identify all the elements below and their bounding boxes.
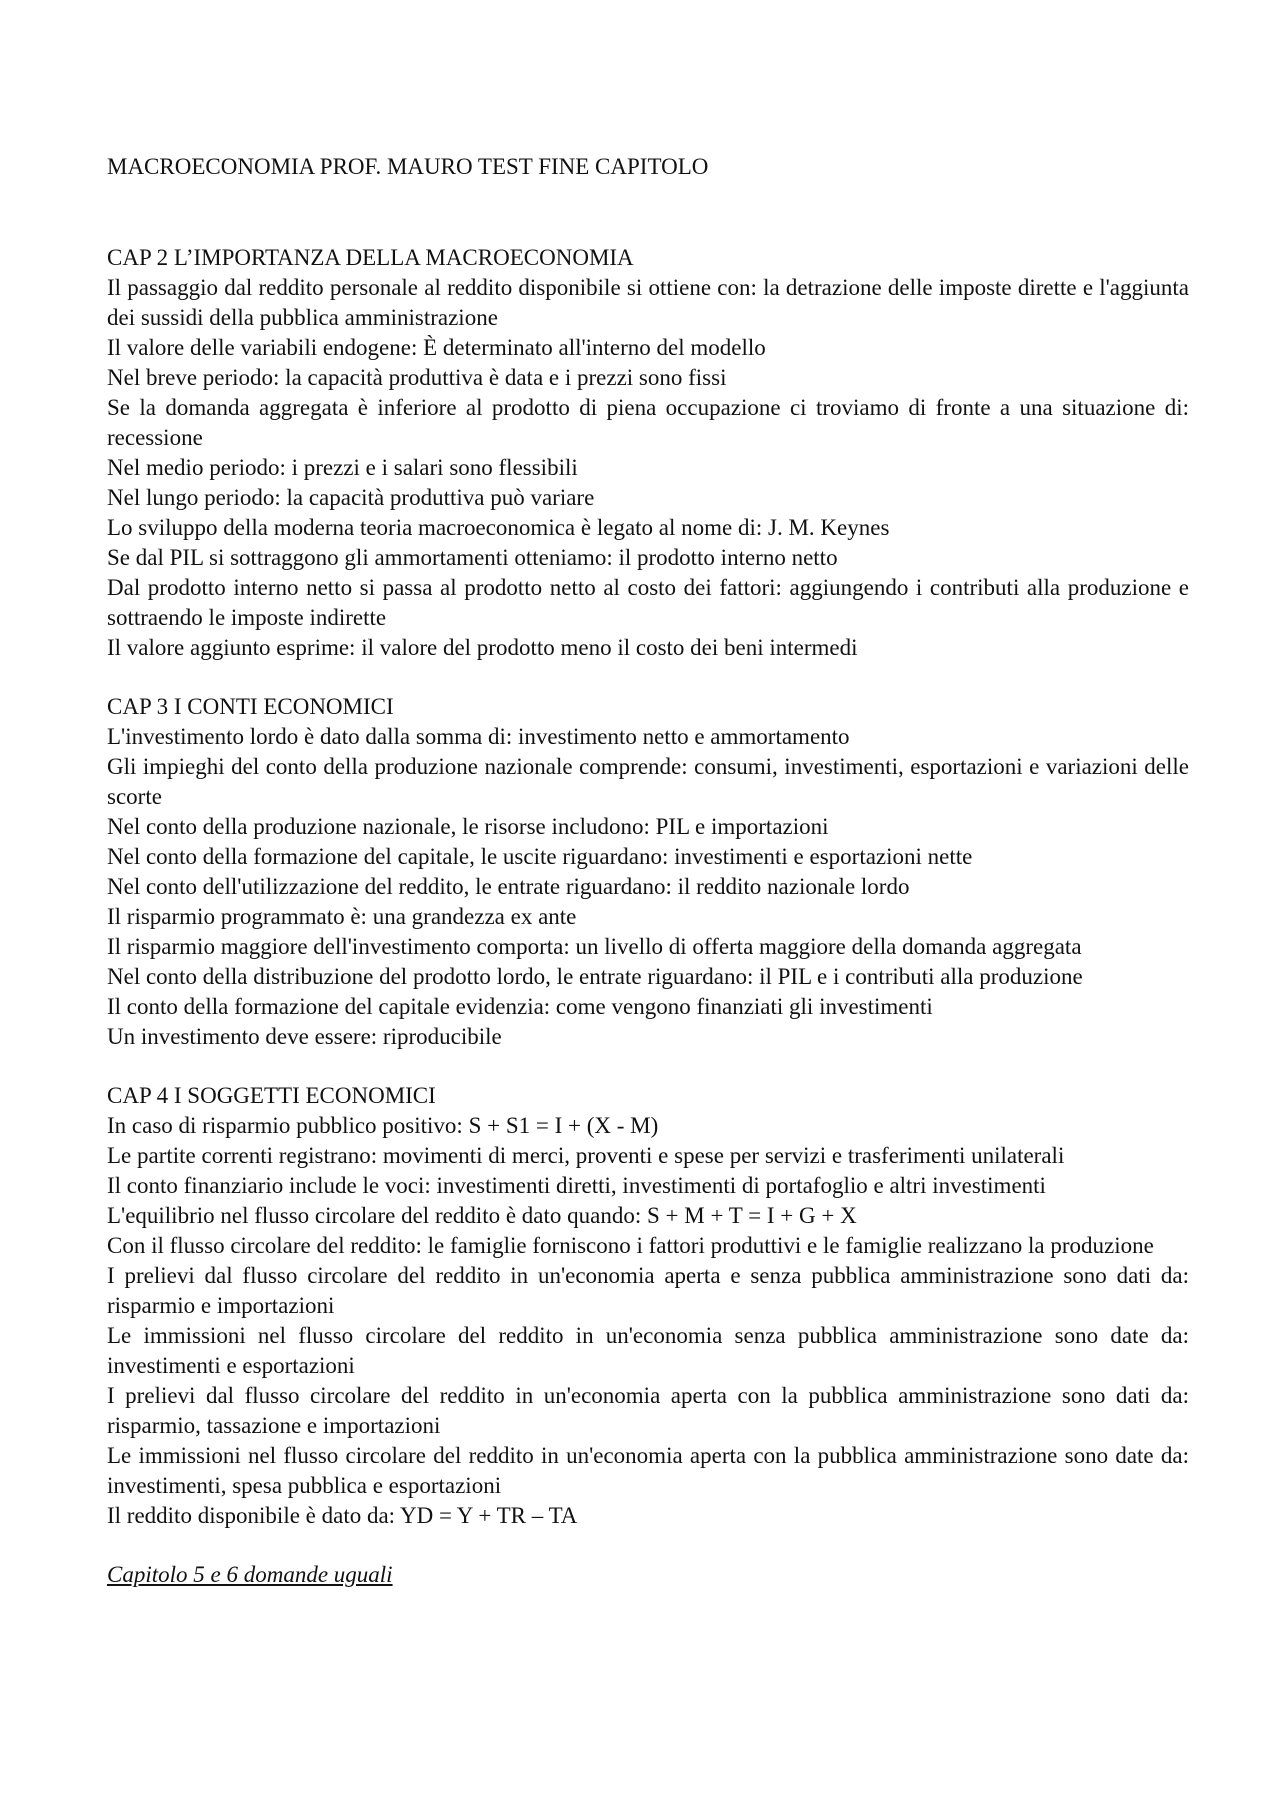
qa-line: Il conto finanziario include le voci: investimenti diretti, investimenti di portafoglio e altri investimenti [107,1173,1046,1198]
section-lines [107,1111,1189,1531]
section-cap-4 [107,1081,1189,1531]
qa-line: Dal prodotto interno netto si passa al prodotto netto al costo dei fattori: aggiungendo i contributi alla produzione e sottraendo le imposte indirette [107,575,1189,630]
qa-line: Le partite correnti registrano: movimenti di merci, proventi e spese per servizi e trasferimenti unilaterali [107,1143,1065,1168]
qa-line: L'investimento lordo è dato dalla somma di: investimento netto e ammortamento [107,724,850,749]
qa-line: Nel breve periodo: la capacità produttiva è data e i prezzi sono fissi [107,365,727,390]
qa-line: Il conto della formazione del capitale evidenzia: come vengono finanziati gli investimenti [107,994,933,1019]
qa-line: Se la domanda aggregata è inferiore al prodotto di piena occupazione ci troviamo di fronte a una situazione di: recessione [107,395,1189,450]
section-heading: CAP 2 L’IMPORTANZA DELLA MACROECONOMIA [107,245,634,270]
qa-line: Con il flusso circolare del reddito: le famiglie forniscono i fattori produttivi e le famiglie realizzano la produzione [107,1233,1154,1258]
qa-line: Il valore delle variabili endogene: È determinato all'interno del modello [107,335,766,360]
qa-line: Il risparmio programmato è: una grandezza ex ante [107,904,577,929]
qa-line: Lo sviluppo della moderna teoria macroeconomica è legato al nome di: J. M. Keynes [107,515,890,540]
section-heading: CAP 3 I CONTI ECONOMICI [107,694,394,719]
qa-line: Le immissioni nel flusso circolare del reddito in un'economia senza pubblica amministrazione sono date da: investimenti e esportazioni [107,1323,1189,1378]
spacer [107,182,1189,243]
qa-line: Nel medio periodo: i prezzi e i salari sono flessibili [107,455,578,480]
qa-line: Gli impieghi del conto della produzione nazionale comprende: consumi, investimenti, esportazioni e variazioni delle scorte [107,754,1189,809]
qa-line: I prelievi dal flusso circolare del reddito in un'economia aperta e senza pubblica amministrazione sono dati da: risparmio e importazioni [107,1263,1189,1318]
section-heading: CAP 4 I SOGGETTI ECONOMICI [107,1083,436,1108]
section-cap-3 [107,692,1189,1052]
qa-line: Il reddito disponibile è dato da: YD = Y + TR – TA [107,1503,578,1528]
qa-line: Un investimento deve essere: riproducibile [107,1024,502,1049]
document-page [107,152,1189,1590]
section-lines [107,722,1189,1052]
qa-line: Il passaggio dal reddito personale al reddito disponibile si ottiene con: la detrazione delle imposte dirette e l'aggiunta dei sussidi della pubblica amministrazione [107,275,1189,330]
qa-line: Il valore aggiunto esprime: il valore del prodotto meno il costo dei beni intermedi [107,635,858,660]
qa-line: Nel conto della formazione del capitale, le uscite riguardano: investimenti e esportazioni nette [107,844,973,869]
qa-line: Nel conto dell'utilizzazione del reddito, le entrate riguardano: il reddito nazionale lordo [107,874,910,899]
qa-line: Nel lungo periodo: la capacità produttiva può variare [107,485,595,510]
qa-line: L'equilibrio nel flusso circolare del reddito è dato quando: S + M + T = I + G + X [107,1203,857,1228]
qa-line: Nel conto della distribuzione del prodotto lordo, le entrate riguardano: il PIL e i contributi alla produzione [107,964,1083,989]
document-title: MACROECONOMIA PROF. MAURO TEST FINE CAPITOLO [107,154,709,179]
qa-line: Il risparmio maggiore dell'investimento comporta: un livello di offerta maggiore della domanda aggregata [107,934,1082,959]
section-lines [107,273,1189,663]
qa-line: Nel conto della produzione nazionale, le risorse includono: PIL e importazioni [107,814,829,839]
section-cap-2 [107,243,1189,663]
qa-line: I prelievi dal flusso circolare del reddito in un'economia aperta con la pubblica amministrazione sono dati da: risparmio, tassazione e importazioni [107,1383,1189,1438]
qa-line: Se dal PIL si sottraggono gli ammortamenti otteniamo: il prodotto interno netto [107,545,838,570]
qa-line: Le immissioni nel flusso circolare del reddito in un'economia aperta con la pubblica amministrazione sono date da: investimenti, spesa pubblica e esportazioni [107,1443,1189,1498]
footer-note: Capitolo 5 e 6 domande uguali [107,1562,393,1587]
qa-line: In caso di risparmio pubblico positivo: S + S1 = I + (X - M) [107,1113,659,1138]
